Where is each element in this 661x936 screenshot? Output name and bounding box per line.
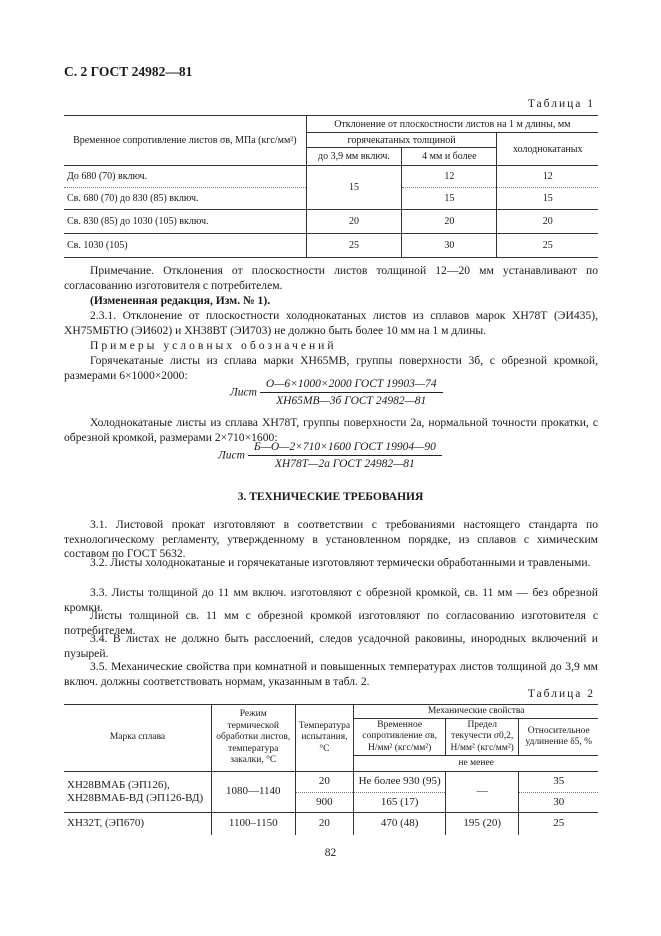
change-note: (Измененная редакция, Изм. № 1). <box>90 294 271 307</box>
table2-group-header: Механические свойства <box>354 705 598 719</box>
table-row: ХН32Т, (ЭП670) 1100–1150 20 470 (48) 195 (20) 25 <box>64 813 598 835</box>
section-3-title: 3. ТЕХНИЧЕСКИЕ ТРЕБОВАНИЯ <box>237 491 424 503</box>
table2-yield-header: Предел текучести σ0,2, Н/мм² (кгс/мм²) <box>445 719 518 756</box>
paragraph-3-2: 3.2. Листы холоднокатаные и горячекатаные изготовляют термически обработанными и травлеными. <box>90 556 591 569</box>
table2-grade-header: Марка сплава <box>64 705 211 772</box>
table2-mode-header: Режим термической обработки листов, температура закалки, °С <box>211 705 295 772</box>
table2-min-header: не менее <box>354 756 598 772</box>
example1-formula: Лист $\frac{\text{О—6×1000×2000 ГОСТ 19903—74}}{\text{ХН65МВ—3б ГОСТ 24982—81}}$ <box>230 378 443 407</box>
table-row: 900 165 (17) 30 <box>64 793 598 813</box>
table-row: ХН28ВМАБ (ЭП126), ХН28ВМАБ-ВД (ЭП126-ВД) 1080—1140 20 Не более 930 (95) — 35 <box>64 772 598 793</box>
table1-hot-thin-header: до 3,9 мм включ. <box>306 148 402 166</box>
table1-hot-header: горячекатаных толщиной <box>306 133 497 148</box>
table-row: Св. 680 (70) до 830 (85) включ. 15 15 <box>64 188 598 210</box>
table1-cold-header: холоднокатаных <box>497 133 598 166</box>
paragraph-2-3-1: 2.3.1. Отклонение от плоскостности холоднокатаных листов из сплавов марок ХН78Т (ЭИ435), ХН75МБТЮ (ЭИ602) и ХН38ВТ (ЭИ703) не должно быть более 10 мм на 1 м длины. <box>64 309 598 337</box>
paragraph-3-4: 3.4. В листах не должно быть расслоений, следов усадочной раковины, инородных включений и пузырей. <box>64 632 598 660</box>
table1-caption: Таблица 1 <box>527 98 595 110</box>
paragraph-3-3: 3.3. Листы толщиной до 11 мм включ. изготовляют с обрезной кромкой, св. 11 мм — без обрезной кромки. <box>64 586 598 614</box>
paragraph-3-1: 3.1. Листовой прокат изготовляют в соответствии с требованиями настоящего стандарта по технологическому регламенту, утвержденному в установленном порядке, из сплавов с химическим составом по ГОСТ 5632. <box>64 518 598 561</box>
table2-temp-header: Температура испытания, °С <box>295 705 354 772</box>
table-row: Св. 1030 (105) 25 30 25 <box>64 234 598 258</box>
table2-caption: Таблица 2 <box>527 688 595 700</box>
table1-col-header: Временное сопротивление листов σв, МПа (кгс/мм²) <box>64 116 306 166</box>
paragraph-3-3-b: Листы толщиной св. 11 мм с обрезной кромкой изготовляют по согласованию изготовителя с потребителем. <box>64 609 598 637</box>
table-row: До 680 (70) включ. 15 12 12 <box>64 166 598 188</box>
table2 <box>64 704 598 835</box>
example2-text: Холоднокатаные листы из сплава ХН78Т, группы поверхности 2а, нормальной точности прокатки, с обрезной кромкой, размерами 2×710×1600: <box>64 416 598 444</box>
table2-sigma-header: Временное сопротивление σв, Н/мм² (кгс/мм²) <box>354 719 446 756</box>
table-row: Св. 830 (85) до 1030 (105) включ. 20 20 20 <box>64 210 598 234</box>
paragraph-3-5: 3.5. Механические свойства при комнатной и повышенных температурах листов толщиной до 3,9 мм включ. должны соответствовать нормам, указанным в табл. 2. <box>64 660 598 688</box>
table1 <box>64 115 598 258</box>
example2-formula: Лист $\frac{\text{Б—О—2×710×1600 ГОСТ 19904—90}}{\text{ХН78Т—2а ГОСТ 24982—81}}$ <box>218 441 442 470</box>
examples-title: Примеры условных обозначений <box>90 339 337 352</box>
table1-hot-thick-header: 4 мм и более <box>402 148 497 166</box>
page-header: С. 2 ГОСТ 24982—81 <box>64 64 193 79</box>
table1-merged-cell: 15 <box>306 166 402 210</box>
table1-note: Примечание. Отклонения от плоскостности листов толщиной 12—20 мм устанавливают по согласованию изготовителя с потребителем. <box>64 264 598 292</box>
table1-group-header: Отклонение от плоскостности листов на 1 м длины, мм <box>306 116 598 133</box>
example1-text: Горячекатаные листы из сплава марки ХН65МВ, группы поверхности 3б, с обрезной кромкой, размерами 6×1000×2000: <box>64 354 598 382</box>
table2-elong-header: Относительное удлинение δ5, % <box>519 719 598 756</box>
page-number: 82 <box>324 847 337 859</box>
